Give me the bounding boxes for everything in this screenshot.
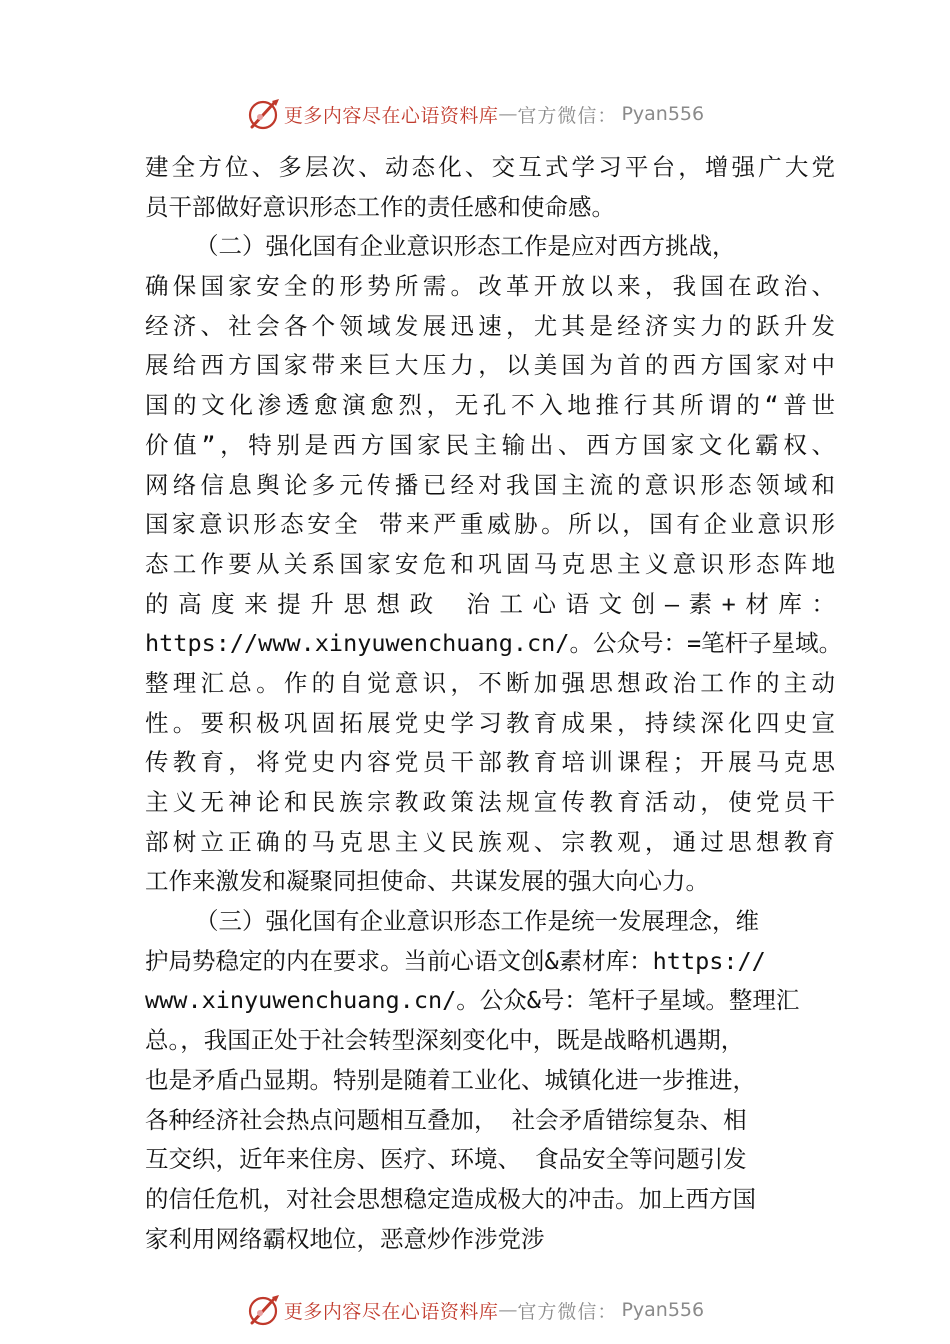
text-line: 工作来激发和凝聚同担使命、共谋发展的强大向心力。 — [145, 867, 709, 896]
text-line: 整理汇总。作的自觉意识，不断加强思想政治工作的主动 — [145, 668, 835, 697]
text-line: https://www.xinyuwenchuang.cn/。公众号：=笔杆子星域。 — [145, 629, 843, 658]
text-line: 性。要积极巩固拓展党史学习教育成果，持续深化四史宣 — [145, 708, 835, 737]
text-line: 也是矛盾凸显期。特别是随着工业化、城镇化进一步推进， — [145, 1065, 756, 1094]
text-line: 各种经济社会热点问题相互叠加， 社会矛盾错综复杂、相 — [145, 1105, 747, 1134]
text-line: 传教育，将党史内容党员干部教育培训课程；开展马克思 — [145, 748, 835, 777]
text-line: 主义无神论和民族宗教政策法规宣传教育活动，使党员干 — [145, 788, 835, 816]
pen-logo-icon — [246, 1293, 282, 1327]
text-line: 互交织，近年来住房、医疗、环境、 食品安全等问题引发 — [145, 1145, 747, 1174]
text-line: 确保国家安全的形势所需。改革开放以来，我国在政治、 — [145, 272, 835, 301]
text-line: 国家意识形态安全 带来严重威胁。所以，国有企业意识形 — [145, 510, 835, 539]
banner-separator: — — [498, 1299, 518, 1321]
banner-wechat-label: 官方微信： — [517, 1300, 618, 1323]
banner-wechat-id: Pyan556 — [621, 103, 705, 125]
text-line: 总。，我国正处于社会转型深刻变化中，既是战略机遇期， — [145, 1026, 745, 1055]
text-line: 价值”，特别是西方国家民主输出、西方国家文化霸权、 — [145, 430, 835, 459]
text-line: 态工作要从关系国家安危和巩固马克思主义意识形态阵地 — [145, 549, 835, 578]
text-line: 的信任危机，对社会思想稳定造成极大的冲击。加上西方国 — [145, 1184, 756, 1213]
banner-wechat-id: Pyan556 — [621, 1299, 705, 1321]
text-line: 展给西方国家带来巨大压力，以美国为首的西方国家对中 — [145, 351, 835, 380]
text-line: 经济、社会各个领域发展迅速，尤其是经济实力的跃升发 — [145, 311, 835, 340]
banner-title: 更多内容尽在心语资料库 — [283, 1300, 499, 1323]
footer-watermark-banner — [0, 1290, 950, 1330]
text-line: 家利用网络霸权地位，恶意炒作涉党涉 — [145, 1224, 545, 1253]
text-line: www.xinyuwenchuang.cn/。公众&号：笔杆子星域。整理汇 — [145, 986, 800, 1015]
text-line: 员干部做好意识形态工作的责任感和使命感。 — [145, 192, 615, 221]
document-body — [145, 148, 843, 1259]
text-line: 的高度来提升思想政 治工心语文创—素+材库： — [145, 589, 835, 618]
banner-separator: — — [498, 103, 518, 125]
text-line: 部树立正确的马克思主义民族观、宗教观，通过思想教育 — [145, 827, 835, 856]
section-heading-3: （三）强化国有企业意识形态工作是统一发展理念，维 — [195, 907, 759, 936]
text-line: 建全方位、多层次、动态化、交互式学习平台，增强广大党 — [145, 153, 835, 181]
banner-wechat-label: 官方微信： — [517, 104, 618, 127]
header-watermark-banner — [0, 94, 950, 134]
section-heading-2: （二）强化国有企业意识形态工作是应对西方挑战， — [195, 232, 736, 261]
pen-logo-icon — [246, 97, 282, 131]
text-line: 国的文化渗透愈演愈烈，无孔不入地推行其所谓的“普世 — [145, 391, 835, 420]
text-line: 护局势稳定的内在要求。当前心语文创&素材库：https:// — [145, 946, 766, 975]
banner-title: 更多内容尽在心语资料库 — [283, 104, 499, 127]
text-line: 网络信息舆论多元传播已经对我国主流的意识形态领域和 — [145, 470, 835, 499]
